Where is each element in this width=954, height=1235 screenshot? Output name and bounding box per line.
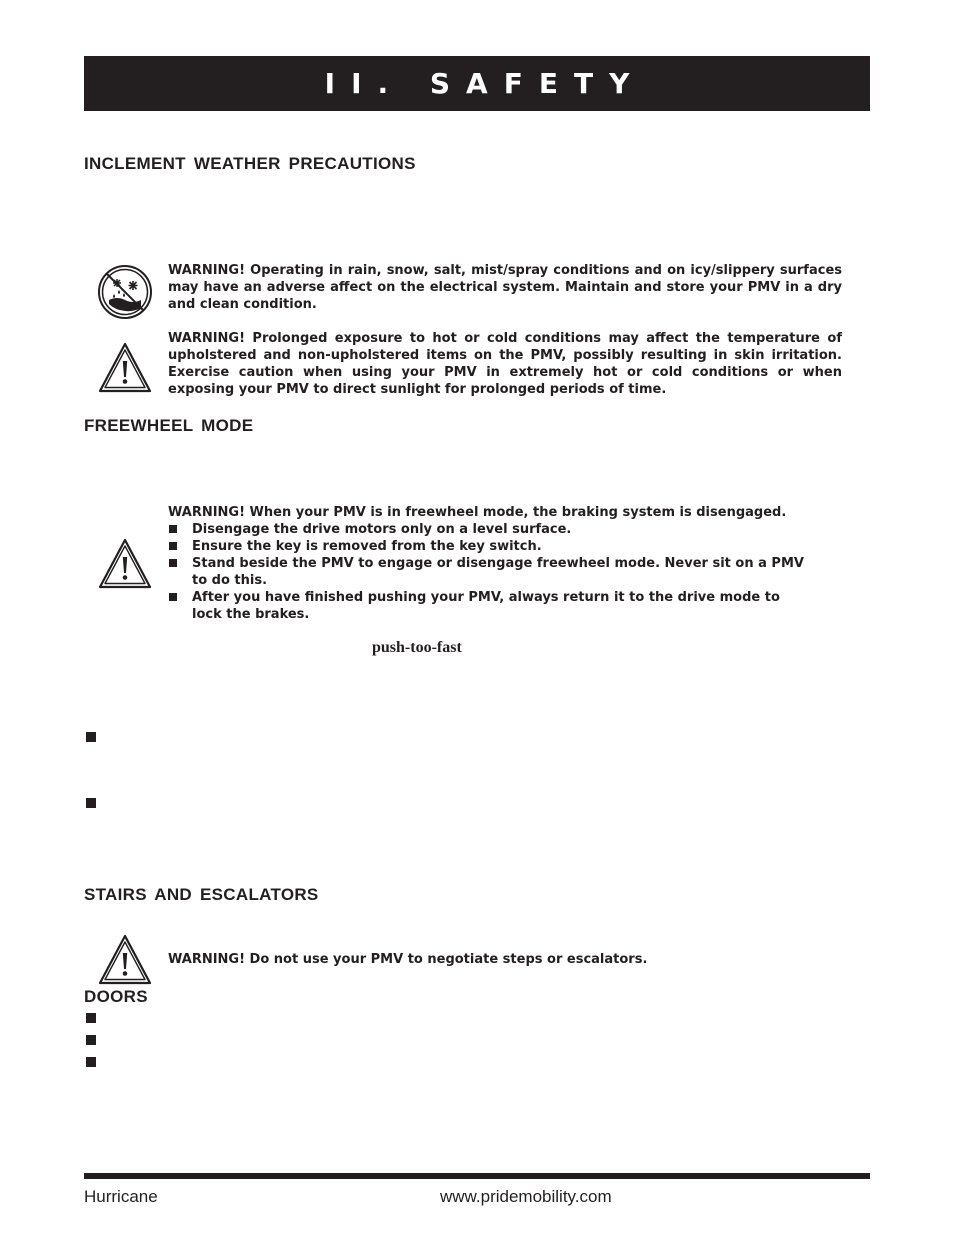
weather-electrical-warning xyxy=(168,262,842,313)
list-item xyxy=(168,538,808,555)
list-item-text: After you have finished pushing your PMV, always return it to the drive mode to lock the brakes. xyxy=(192,590,780,622)
doors-heading: DOORS xyxy=(84,987,148,1006)
bullet-square xyxy=(86,1013,96,1023)
list-item xyxy=(168,555,808,589)
freewheel-warning-intro: WARNING! When your PMV is in freewheel mode, the braking system is disengaged. xyxy=(168,505,787,520)
bullet-square xyxy=(169,593,177,601)
list-item-text: Stand beside the PMV to engage or disengage freewheel mode. Never sit on a PMV to do this. xyxy=(192,556,804,588)
section-title: II. SAFETY xyxy=(324,67,646,100)
inclement-weather-heading: INCLEMENT WEATHER PRECAUTIONS xyxy=(84,154,416,173)
weather-electrical-warning-text: WARNING! Operating in rain, snow, salt, mist/spray conditions and on icy/slippery surfaces may have an adverse affect on the electrical system. Maintain and store your PMV in a dry and clean condition. xyxy=(168,263,842,312)
bullet-square xyxy=(86,732,96,742)
stairs-warning-text: WARNING! Do not use your PMV to negotiate steps or escalators. xyxy=(168,952,648,967)
freewheel-mode-heading: FREEWHEEL MODE xyxy=(84,416,254,435)
stairs-escalators-heading: STAIRS AND ESCALATORS xyxy=(84,885,319,904)
bullet-square xyxy=(169,542,177,550)
no-rain-snow-icon xyxy=(97,264,153,320)
temperature-warning xyxy=(168,330,842,398)
temperature-warning-text: WARNING! Prolonged exposure to hot or cold conditions may affect the temperature of upholstered and non-upholstered items on the PMV, possibly resulting in skin irritation. Exercise caution when using your PMV in extremely hot or cold conditions or when exposing your PMV to direct sunlight for prolonged periods of time. xyxy=(168,331,842,397)
footer-website-link[interactable]: www.pridemobility.com xyxy=(440,1187,612,1206)
footer-model-name: Hurricane xyxy=(84,1187,158,1206)
caution-triangle-icon xyxy=(97,341,153,397)
bullet-square xyxy=(169,525,177,533)
freewheel-warning-list xyxy=(168,521,808,623)
list-item xyxy=(168,589,808,623)
bullet-square xyxy=(86,798,96,808)
caution-triangle-icon xyxy=(97,537,153,593)
list-item-text: Disengage the drive motors only on a level surface. xyxy=(192,522,572,537)
footer-divider xyxy=(84,1173,870,1179)
list-item-text: Ensure the key is removed from the key switch. xyxy=(192,539,542,554)
push-too-fast-term: push-too-fast xyxy=(372,639,462,656)
bullet-square xyxy=(86,1035,96,1045)
stairs-warning xyxy=(168,951,842,968)
section-banner xyxy=(84,56,870,111)
caution-triangle-icon xyxy=(97,933,153,989)
bullet-square xyxy=(169,559,177,567)
freewheel-warning xyxy=(168,504,808,623)
bullet-square xyxy=(86,1057,96,1067)
list-item xyxy=(168,521,808,538)
